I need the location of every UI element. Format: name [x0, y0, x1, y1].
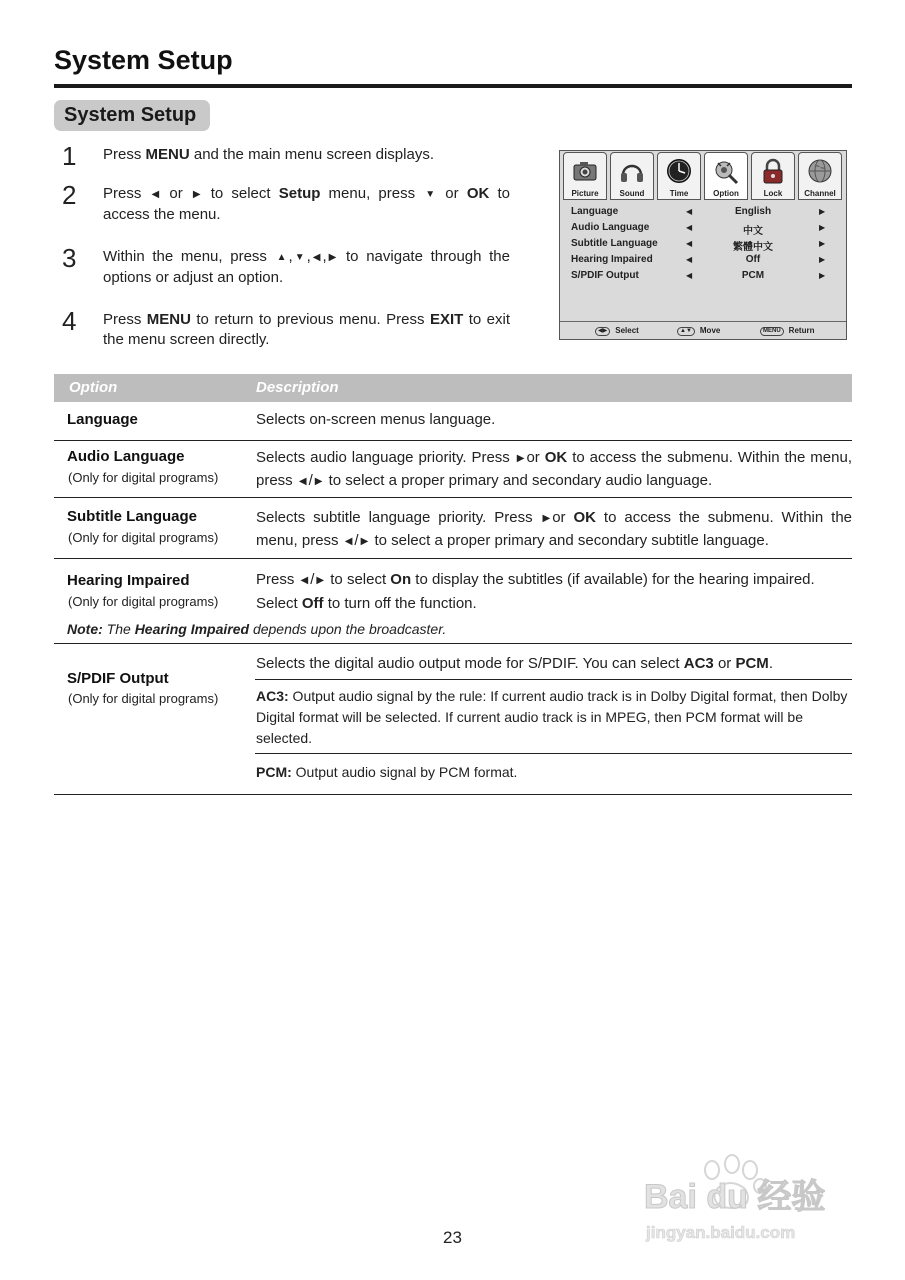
osd-menu-screenshot [559, 150, 847, 340]
osd-tab-label: Lock [763, 189, 783, 198]
osd-row-label: Audio Language [571, 222, 650, 233]
option-spdif-pcm-desc: PCM: Output audio signal by PCM format. [256, 764, 518, 780]
osd-tab-label: Option [713, 189, 739, 198]
row-divider [54, 440, 852, 441]
option-audio-language-name: Audio Language [67, 448, 185, 465]
osd-row-value: Off [745, 254, 761, 265]
arrow-glyph-icon: ▲ [276, 252, 287, 263]
title-divider [54, 84, 852, 88]
arrow-right-icon: ▶ [819, 271, 826, 280]
table-header [54, 374, 852, 402]
osd-row-label: Hearing Impaired [571, 254, 653, 265]
page-title: System Setup [54, 45, 233, 75]
osd-row-value: PCM [741, 270, 765, 281]
arrow-glyph-icon: ▶ [192, 189, 201, 200]
osd-tab-bar [563, 152, 845, 201]
arrow-glyph-icon: ▶ [542, 513, 551, 524]
clock-icon [665, 157, 693, 185]
osd-tab-label: Channel [804, 189, 836, 198]
arrow-glyph-icon: ▶ [516, 453, 525, 464]
arrow-glyph-icon: ▶ [314, 476, 323, 487]
option-language-name: Language [67, 411, 138, 428]
osd-footer-return [760, 326, 814, 336]
option-audio-language-desc: Selects audio language priority. Press ▶ or OK to access the submenu. Within the menu, press ◀ / ▶ to select a proper primary and secondary audio language. [256, 447, 852, 493]
option-language-desc: Selects on-screen menus language. [256, 411, 496, 428]
step-number: 1 [62, 141, 77, 171]
step-number: 4 [62, 306, 77, 336]
osd-row-spdif-output[interactable] [571, 270, 831, 286]
globe-icon [806, 157, 834, 185]
osd-tab-time[interactable] [657, 152, 701, 200]
headphones-icon [618, 157, 646, 185]
osd-footer-select [595, 326, 639, 336]
osd-tab-picture[interactable] [563, 152, 607, 200]
up-down-icon: ▲▼ [677, 327, 695, 336]
watermark-brand: Bai du 经验 [644, 1178, 826, 1216]
option-spdif-ac3-desc: AC3: Output audio signal by the rule: If current audio track is in Dolby Digital format, then Dolby Digital format will be selected. If current audio track is in MPEG, then PCM format will be selected. [256, 688, 848, 746]
osd-row-hearing-impaired[interactable] [571, 254, 831, 270]
row-divider [54, 794, 852, 795]
option-hearing-impaired-note: (Only for digital programs) [68, 594, 219, 609]
arrow-right-icon: ▶ [819, 223, 826, 232]
arrow-glyph-icon: ▼ [294, 252, 305, 263]
arrow-left-icon: ◀ [686, 207, 693, 216]
osd-footer [560, 321, 846, 339]
option-subtitle-language-name: Subtitle Language [67, 508, 198, 525]
osd-footer-label: Move [699, 326, 721, 335]
arrow-left-icon: ◀ [686, 223, 693, 232]
arrow-left-icon: ◀ [686, 271, 693, 280]
option-subtitle-language-note: (Only for digital programs) [68, 530, 219, 545]
osd-tab-lock[interactable] [751, 152, 795, 200]
option-spdif-output-desc: Selects the digital audio output mode for S/PDIF. You can select AC3 or PCM. [256, 655, 773, 672]
osd-footer-label: Return [788, 326, 815, 335]
option-hearing-impaired-desc: Press ◀ / ▶ to select On to display the subtitles (if available) for the hearing impaired. [256, 569, 852, 592]
osd-row-label: Language [571, 206, 619, 217]
option-hearing-impaired-name: Hearing Impaired [67, 572, 190, 589]
option-subtitle-language-desc: Selects subtitle language priority. Press ▶ or OK to access the submenu. Within the menu, press ◀ / ▶ to select a proper primary and secondary subtitle language. [256, 507, 852, 553]
arrow-glyph-icon: ◀ [300, 575, 309, 586]
osd-row-label: Subtitle Language [571, 238, 658, 249]
arrow-glyph-icon: ▶ [316, 575, 325, 586]
header-description: Description [256, 379, 339, 396]
left-right-icon: ◀▶ [595, 327, 610, 336]
arrow-glyph-icon: ▶ [328, 252, 337, 263]
arrow-glyph-icon: ◀ [151, 189, 160, 200]
row-divider [54, 558, 852, 559]
step-text: Press MENU to return to previous menu. Press EXIT to exit the menu screen directly. [103, 311, 511, 348]
osd-row-language[interactable] [571, 206, 831, 222]
osd-row-value: 繁體中文 [733, 242, 773, 253]
option-audio-language-note: (Only for digital programs) [68, 470, 219, 485]
menu-key-icon: MENU [760, 327, 784, 336]
arrow-left-icon: ◀ [686, 255, 693, 264]
lock-icon [759, 157, 787, 185]
section-label: System Setup [54, 100, 210, 131]
osd-footer-move [677, 326, 720, 336]
step-number: 2 [62, 180, 77, 210]
watermark-url: jingyan.baidu.com [646, 1223, 796, 1242]
camera-icon [571, 157, 599, 185]
osd-tab-label: Time [669, 189, 689, 198]
osd-tab-label: Sound [619, 189, 645, 198]
arrow-right-icon: ▶ [819, 255, 826, 264]
arrow-right-icon: ▶ [819, 207, 826, 216]
option-spdif-output-note: (Only for digital programs) [68, 691, 219, 706]
osd-tab-label: Picture [571, 189, 599, 198]
row-divider [54, 643, 852, 644]
row-divider [54, 497, 852, 498]
osd-tab-option[interactable] [704, 152, 748, 200]
osd-row-label: S/PDIF Output [571, 270, 639, 281]
arrow-glyph-icon: ◀ [344, 536, 353, 547]
arrow-glyph-icon: ▶ [360, 536, 369, 547]
arrow-glyph-icon: ◀ [312, 252, 321, 263]
option-icon [712, 157, 740, 185]
step-text: Press MENU and the main menu screen displays. [103, 146, 434, 163]
step-text: Within the menu, press ▲ , ▼ , ◀ , ▶ to navigate through the options or adjust an option. [103, 248, 510, 286]
option-spdif-output-name: S/PDIF Output [67, 670, 169, 687]
osd-row-subtitle-language[interactable] [571, 238, 831, 254]
osd-row-value: 中文 [743, 226, 763, 237]
page-number: 23 [443, 1228, 462, 1247]
hearing-impaired-footnote: Note: The Hearing Impaired depends upon the broadcaster. [67, 621, 447, 637]
step-text: Press ◀ or ▶ to select Setup menu, press ▼ or OK to access the menu. [103, 185, 510, 223]
osd-tab-sound[interactable] [610, 152, 654, 200]
osd-tab-channel[interactable] [798, 152, 842, 200]
step-number: 3 [62, 243, 77, 273]
arrow-right-icon: ▶ [819, 239, 826, 248]
arrow-glyph-icon: ◀ [298, 476, 307, 487]
arrow-glyph-icon: ▼ [425, 189, 436, 200]
option-hearing-impaired-desc-2: Select Off to turn off the function. [256, 595, 477, 612]
osd-row-audio-language[interactable] [571, 222, 831, 238]
osd-footer-label: Select [615, 326, 639, 335]
osd-row-value: English [734, 206, 772, 217]
sub-divider [255, 753, 852, 754]
sub-divider [255, 679, 852, 680]
arrow-left-icon: ◀ [686, 239, 693, 248]
header-option: Option [69, 379, 118, 396]
